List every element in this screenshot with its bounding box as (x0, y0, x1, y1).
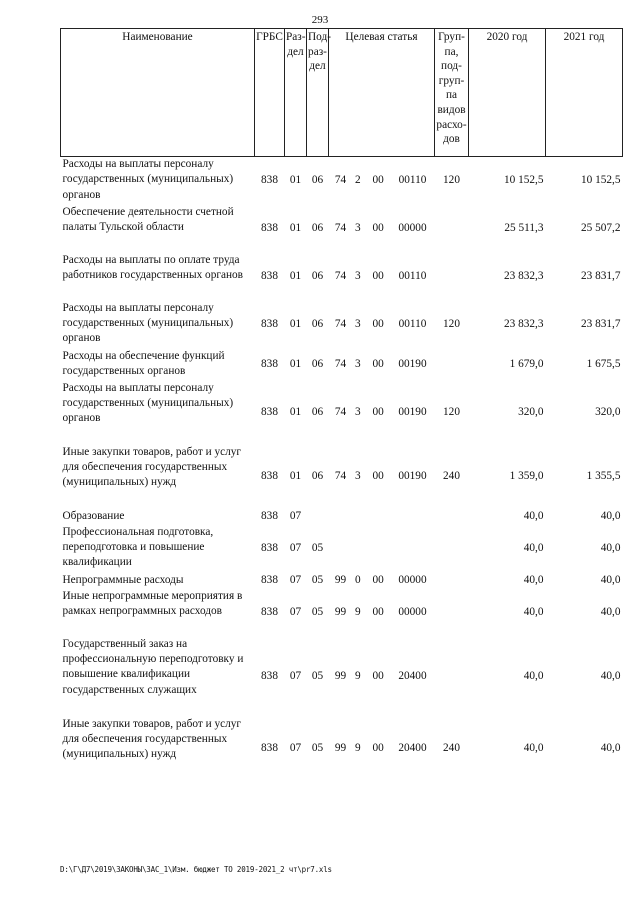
target-program: 74 (334, 469, 347, 482)
target-subprogram: 9 (355, 669, 361, 682)
target-event: 00 (372, 573, 384, 586)
row-vid (435, 205, 469, 253)
row-name: Государственный заказ на профессиональную переподготовку и повышение квалификации государственных служащих (62, 637, 244, 696)
row-vid (435, 509, 469, 525)
row-razdel: 07 (289, 605, 302, 618)
row-2021: 1 355,5 (586, 469, 621, 482)
row-target (329, 589, 435, 637)
row-target (329, 445, 435, 509)
table-row (61, 589, 623, 637)
row-2020: 40,0 (523, 541, 544, 554)
row-podrazdel: 05 (311, 669, 324, 682)
row-podrazdel: 06 (311, 469, 324, 482)
row-grbs: 838 (261, 573, 278, 586)
row-2021: 320,0 (595, 405, 621, 418)
target-direction: 00000 (398, 605, 427, 618)
row-2021: 40,0 (600, 541, 621, 554)
row-name: Образование (62, 509, 125, 522)
row-vid (435, 573, 469, 589)
row-2020: 1 359,0 (509, 469, 544, 482)
header-year-2021: 2021 год (546, 29, 623, 157)
table-row (61, 157, 623, 205)
target-program: 74 (334, 221, 347, 234)
file-path-footer: D:\Г\Д7\2019\ЗАКОНЫ\ЗАС_1\Изм. бюджет ТО 2019-2021_2 чт\pr7.xls (60, 865, 332, 874)
target-subprogram: 9 (355, 605, 361, 618)
target-event: 00 (372, 605, 384, 618)
target-program: 99 (334, 741, 347, 754)
row-name: Профессиональная подготовка, переподготовка и повышение квалификации (62, 525, 214, 569)
table-body (61, 157, 623, 781)
row-name: Иные закупки товаров, работ и услуг для обеспечения государственных (муниципальных) нужд (62, 717, 242, 761)
target-direction: 00110 (398, 317, 427, 330)
header-podrazdel: Под- раз- дел (307, 29, 329, 157)
row-target (329, 253, 435, 301)
row-name: Расходы на выплаты персоналу государственных (муниципальных) органов (62, 158, 234, 201)
row-grbs: 838 (261, 405, 278, 418)
row-2020: 10 152,5 (503, 174, 544, 187)
target-subprogram: 2 (355, 174, 361, 187)
row-target (329, 381, 435, 445)
row-podrazdel: 05 (311, 605, 324, 618)
target-event: 00 (372, 405, 384, 418)
row-podrazdel: 06 (311, 357, 324, 370)
row-name: Расходы на выплаты персоналу государственных (муниципальных) органов (62, 381, 234, 425)
target-direction: 20400 (398, 741, 427, 754)
row-razdel: 01 (289, 469, 302, 482)
row-2020: 25 511,3 (504, 221, 544, 234)
target-subprogram: 3 (355, 221, 361, 234)
row-grbs: 838 (261, 174, 278, 187)
row-2021: 40,0 (600, 669, 621, 682)
row-name: Иные закупки товаров, работ и услуг для обеспечения государственных (муниципальных) нужд (62, 445, 242, 489)
table-row (61, 509, 623, 525)
target-direction: 00190 (398, 405, 427, 418)
header-vid: Груп- па, под- груп- па видов расхо- дов (435, 29, 469, 157)
row-razdel: 07 (289, 573, 302, 586)
table-header (61, 29, 623, 157)
target-event: 00 (372, 221, 384, 234)
row-2020: 40,0 (523, 509, 544, 522)
header-target: Целевая статья (329, 29, 435, 157)
row-vid (435, 349, 469, 381)
row-podrazdel: 06 (311, 405, 324, 418)
row-2020: 1 679,0 (509, 357, 544, 370)
row-target (329, 573, 435, 589)
target-subprogram: 3 (355, 269, 361, 282)
row-2021: 40,0 (600, 509, 621, 522)
target-program: 99 (334, 605, 347, 618)
table-row (61, 301, 623, 349)
row-grbs: 838 (261, 741, 278, 754)
row-razdel: 07 (289, 741, 302, 754)
target-direction: 00110 (398, 269, 427, 282)
row-2020: 23 832,3 (503, 269, 544, 282)
target-direction: 00000 (398, 221, 427, 234)
page-number: 293 (311, 14, 329, 26)
target-subprogram: 3 (355, 469, 361, 482)
target-program: 74 (334, 269, 347, 282)
row-grbs: 838 (261, 469, 278, 482)
row-vid: 240 (443, 741, 460, 754)
row-grbs: 838 (261, 669, 278, 682)
row-razdel: 01 (289, 405, 302, 418)
row-vid: 240 (443, 469, 460, 482)
row-target (329, 157, 435, 205)
row-2021: 25 507,2 (580, 221, 621, 234)
row-grbs: 838 (261, 221, 278, 234)
table-row (61, 637, 623, 717)
row-2020: 23 832,3 (503, 317, 544, 330)
row-2020: 320,0 (518, 405, 544, 418)
row-2021: 40,0 (600, 741, 621, 754)
target-event: 00 (372, 741, 384, 754)
row-grbs: 838 (261, 269, 278, 282)
header-year-2020: 2020 год (469, 29, 546, 157)
row-vid: 120 (443, 174, 460, 187)
header-grbs: ГРБС (255, 29, 285, 157)
row-razdel: 07 (289, 509, 302, 522)
row-grbs: 838 (261, 541, 278, 554)
row-razdel: 01 (289, 357, 302, 370)
row-podrazdel: 06 (311, 317, 324, 330)
target-subprogram: 3 (355, 405, 361, 418)
header-name: Наименование (61, 29, 255, 157)
target-event: 00 (372, 174, 384, 187)
row-podrazdel (307, 509, 329, 525)
row-2021: 10 152,5 (580, 174, 621, 187)
target-program: 74 (334, 174, 347, 187)
row-razdel: 01 (289, 317, 302, 330)
target-event: 00 (372, 357, 384, 370)
row-name: Непрограммные расходы (62, 573, 184, 586)
target-subprogram: 3 (355, 357, 361, 370)
row-2021: 23 831,7 (580, 317, 621, 330)
row-2021: 23 831,7 (580, 269, 621, 282)
table-row (61, 253, 623, 301)
row-razdel: 01 (289, 269, 302, 282)
row-podrazdel: 06 (311, 269, 324, 282)
row-target (329, 205, 435, 253)
target-event: 00 (372, 269, 384, 282)
table-row (61, 445, 623, 509)
table-row (61, 717, 623, 781)
target-subprogram: 9 (355, 741, 361, 754)
target-event: 00 (372, 669, 384, 682)
row-name: Расходы на обеспечение функций государственных органов (62, 349, 225, 377)
row-vid (435, 253, 469, 301)
target-event: 00 (372, 317, 384, 330)
row-podrazdel: 05 (311, 541, 324, 554)
target-event: 00 (372, 469, 384, 482)
row-podrazdel: 06 (311, 174, 324, 187)
target-program: 74 (334, 317, 347, 330)
row-name: Расходы на выплаты персоналу государственных (муниципальных) органов (62, 301, 234, 345)
row-2020: 40,0 (523, 741, 544, 754)
row-2020: 40,0 (523, 605, 544, 618)
budget-table (60, 28, 623, 781)
row-vid (435, 637, 469, 717)
row-vid: 120 (443, 405, 460, 418)
row-vid (435, 525, 469, 573)
row-target (329, 717, 435, 781)
row-podrazdel: 05 (311, 573, 324, 586)
row-razdel: 01 (289, 174, 302, 187)
row-2021: 40,0 (600, 573, 621, 586)
row-razdel: 01 (289, 221, 302, 234)
row-2020: 40,0 (523, 669, 544, 682)
row-2021: 1 675,5 (586, 357, 621, 370)
row-target (329, 637, 435, 717)
target-subprogram: 3 (355, 317, 361, 330)
target-direction: 00190 (398, 357, 427, 370)
target-program: 74 (334, 405, 347, 418)
target-program: 99 (334, 573, 347, 586)
row-name: Иные непрограммные мероприятия в рамках непрограммных расходов (62, 589, 243, 617)
row-razdel: 07 (289, 669, 302, 682)
row-grbs: 838 (261, 317, 278, 330)
row-target (329, 349, 435, 381)
table-row (61, 525, 623, 573)
row-vid (435, 589, 469, 637)
target-direction: 00190 (398, 469, 427, 482)
row-target (329, 301, 435, 349)
row-grbs: 838 (261, 605, 278, 618)
row-grbs: 838 (261, 509, 278, 522)
target-program: 99 (334, 669, 347, 682)
row-2021: 40,0 (600, 605, 621, 618)
target-subprogram: 0 (355, 573, 361, 586)
row-vid: 120 (443, 317, 460, 330)
target-direction: 00110 (398, 174, 427, 187)
row-razdel: 07 (289, 541, 302, 554)
header-razdel: Раз- дел (285, 29, 307, 157)
target-program: 74 (334, 357, 347, 370)
row-podrazdel: 06 (311, 221, 324, 234)
table-row (61, 205, 623, 253)
row-name: Обеспечение деятельности счетной палаты Тульской области (62, 205, 234, 233)
table-row (61, 349, 623, 381)
target-direction: 00000 (398, 573, 427, 586)
row-podrazdel: 05 (311, 741, 324, 754)
target-direction: 20400 (398, 669, 427, 682)
row-target (329, 525, 435, 573)
row-target (329, 509, 435, 525)
row-2020: 40,0 (523, 573, 544, 586)
table-row (61, 573, 623, 589)
row-grbs: 838 (261, 357, 278, 370)
table-row (61, 381, 623, 445)
row-name: Расходы на выплаты по оплате труда работников государственных органов (62, 253, 244, 281)
